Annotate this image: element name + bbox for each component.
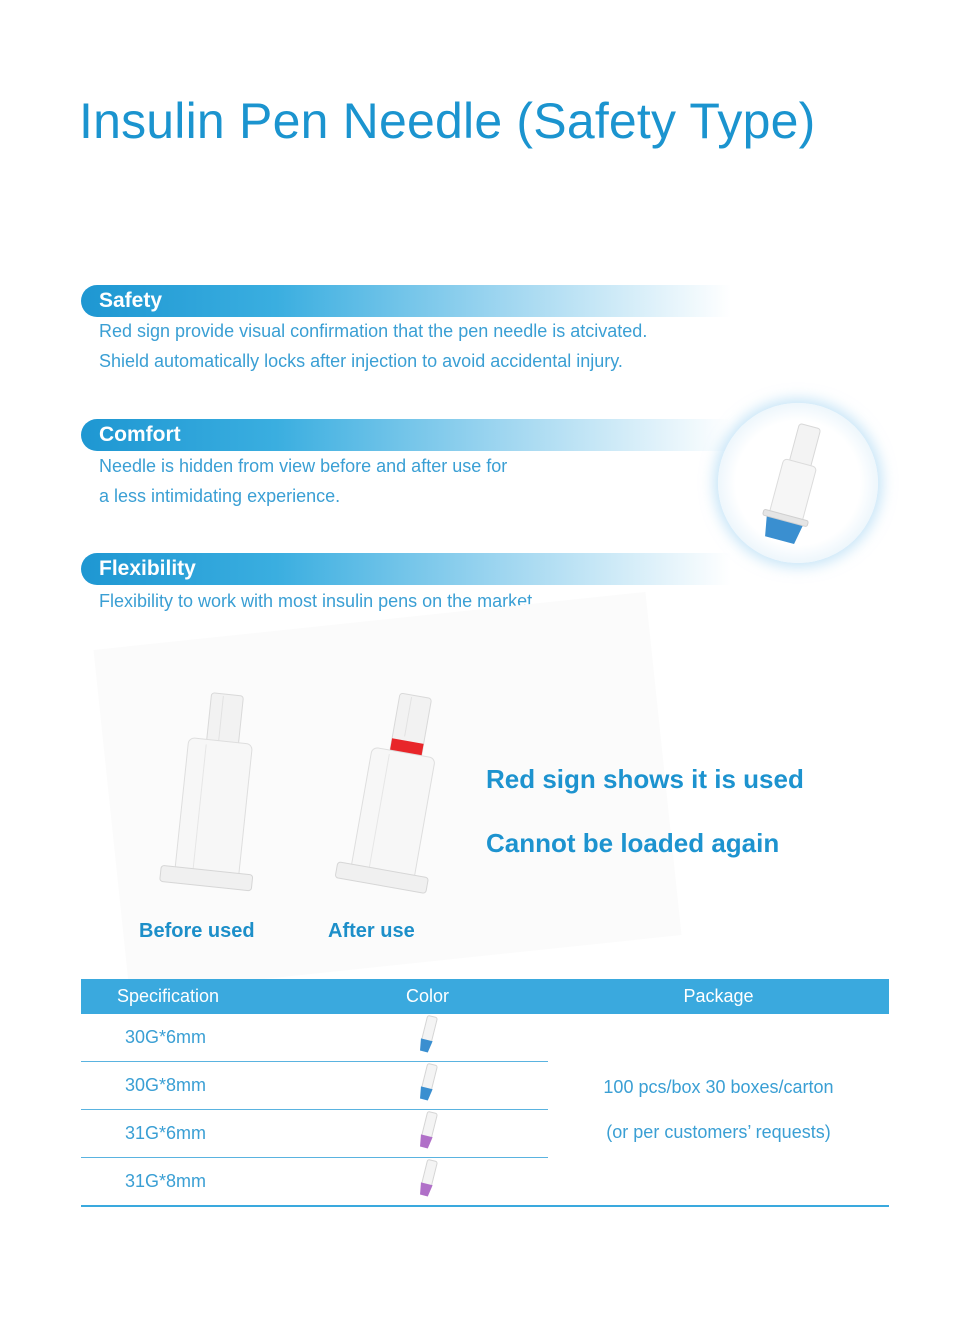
section-header-safety [81, 285, 731, 317]
section-text: Flexibility to work with most insulin pens on the market. [99, 591, 538, 611]
product-image-circle [718, 403, 878, 563]
blue-needle-icon [413, 1062, 443, 1104]
header-color: Color [307, 979, 548, 1014]
caption-after-use: After use [328, 920, 415, 942]
section-text: Needle is hidden from view before and after use for [99, 456, 508, 476]
table-row [81, 1014, 889, 1062]
header-package: Package [548, 979, 889, 1014]
package-line: (or per customers’ requests) [606, 1121, 831, 1142]
table-header-row [81, 979, 889, 1014]
spec-cell: 31G*8mm [81, 1158, 307, 1207]
color-cell [307, 1158, 548, 1207]
caption-before-used: Before used [139, 920, 255, 942]
callout-red-sign: Red sign shows it is used [486, 764, 804, 794]
callout-cannot-reload: Cannot be loaded again [486, 828, 780, 858]
page-title: Insulin Pen Needle (Safety Type) [79, 93, 816, 149]
needle-after-use-image [322, 685, 462, 900]
section-header-flexibility [81, 553, 731, 585]
color-cell [307, 1110, 548, 1158]
section-header-comfort [81, 419, 731, 451]
color-cell [307, 1062, 548, 1110]
package-line: 100 pcs/box 30 boxes/carton [603, 1076, 834, 1097]
package-cell [548, 1014, 889, 1206]
section-text: Red sign provide visual confirmation that the pen needle is atcivated. [99, 321, 648, 341]
needle-before-used-image [140, 685, 280, 900]
spec-cell: 30G*8mm [81, 1062, 307, 1110]
section-heading: Flexibility [99, 557, 196, 580]
header-specification: Specification [81, 979, 307, 1014]
pen-needle-icon [718, 403, 878, 563]
purple-needle-icon [413, 1110, 443, 1152]
section-text: Shield automatically locks after injection to avoid accidental injury. [99, 351, 623, 371]
purple-needle-icon [413, 1158, 443, 1200]
blue-needle-icon [413, 1014, 443, 1056]
specification-table [81, 979, 889, 1207]
section-heading: Comfort [99, 423, 181, 446]
section-heading: Safety [99, 289, 163, 312]
spec-cell: 31G*6mm [81, 1110, 307, 1158]
section-text: a less intimidating experience. [99, 486, 341, 506]
spec-cell: 30G*6mm [81, 1014, 307, 1062]
color-cell [307, 1014, 548, 1062]
